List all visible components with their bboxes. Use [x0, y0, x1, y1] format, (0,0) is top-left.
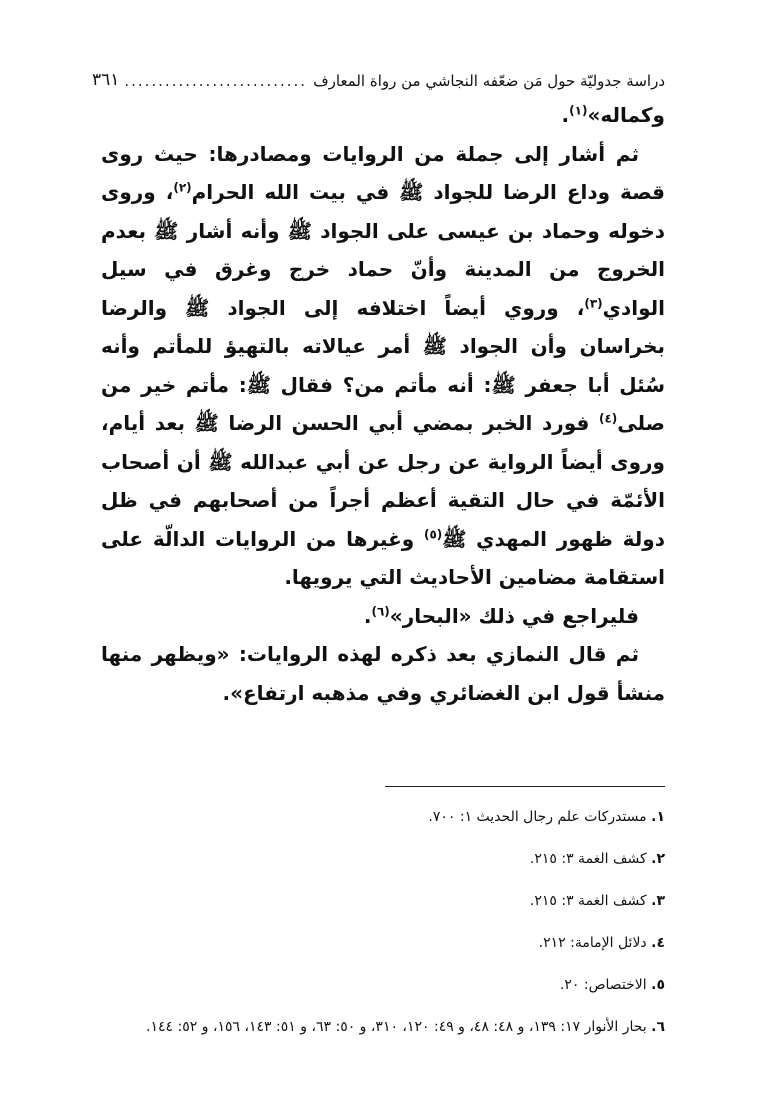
footnote-number: ٢. [651, 851, 665, 867]
footnote-ref-5: (٥) [423, 526, 443, 541]
footnote-number: ٤. [651, 935, 665, 951]
paragraph-narrations [101, 135, 665, 597]
footnote-number: ١. [651, 809, 665, 825]
footnote-ref-4: (٤) [598, 411, 618, 426]
paragraph-refer [101, 597, 665, 636]
paragraph-continuation [101, 96, 665, 135]
footnote-text: دلائل الإمامة: ٢١٢. [538, 935, 647, 951]
main-text [101, 96, 665, 712]
paragraph-text: وغيرها من الروايات الدالّة على استقامة مضامين الأحاديث التي يرويها. [101, 526, 665, 589]
footnotes [80, 806, 665, 1058]
page-number: ٣٦١ [92, 70, 120, 90]
paragraph-namazi: ثم قال النمازي بعد ذكره لهذه الروايات: «ويظهر منها منشأ قول ابن الغضائري وفي مذهبه ارتفاع». [101, 642, 665, 705]
footnote [80, 1016, 665, 1038]
footnote-text: الاختصاص: ٢٠. [559, 977, 647, 993]
footnote-ref-2: (٢) [173, 180, 192, 195]
footnote-ref-3: (٣) [584, 295, 603, 310]
paragraph-text: وكماله» [587, 103, 665, 127]
footnote-ref-1: (١) [569, 103, 588, 118]
header-leader-dots [125, 72, 307, 90]
paragraph-text: ، وروى دخوله وحماد بن عيسى على الجواد ﷺ وأنه أشار ﷺ بعدم الخروج من المدينة وأنّ حماد خرج وغرق في سيل الوادي [101, 180, 665, 320]
footnote-text: مستدركات علم رجال الحديث ١: ٧٠٠. [428, 809, 647, 825]
paragraph-text: . [561, 103, 570, 127]
paragraph-text: فورد الخبر بمضي أبي الحسن الرضا ﷺ بعد أيام، وروى أيضاً الرواية عن رجل عن أبي عبدالله ﷺ أن أصحاب الأئمّة في حال التقية أعظم أجراً من أصحابهم في ظل دولة ظهور المهدي ﷺ [101, 411, 665, 551]
footnote-text: بحار الأنوار ١٧: ١٣٩، و ٤٨: ٤٨، و ٤٩: ١٢٠، ٣١٠، و ٥٠: ٦٣، و ٥١: ١٤٣، ١٥٦، و ٥٢: ١٤٤. [146, 1019, 647, 1035]
footnote-text: كشف الغمة ٣: ٢١٥. [529, 893, 647, 909]
running-header [92, 64, 665, 90]
footnote [80, 806, 665, 828]
paragraph-text: فليراجع في ذلك «البحار» [389, 603, 639, 628]
footnote [80, 848, 665, 870]
footnote-text: كشف الغمة ٣: ٢١٥. [529, 851, 647, 867]
paragraph-text: ، وروي أيضاً اختلافه إلى الجواد ﷺ والرضا بخراسان وأن الجواد ﷺ أمر عيالاته بالتهيؤ للمأتم وأنه سُئل أبا جعفر ﷺ: أنه مأتم من؟ فقال ﷺ: مأتم خير من صلى [101, 295, 665, 435]
paragraph-text: ثم أشار إلى جملة من الروايات ومصادرها: حيث روى قصة وداع الرضا للجواد ﷺ في بيت الله الحرام [101, 141, 665, 204]
paragraph-text: . [363, 603, 372, 628]
footnote-separator [385, 786, 665, 787]
footnote-number: ٣. [651, 893, 665, 909]
footnote [80, 932, 665, 954]
footnote-number: ٥. [651, 977, 665, 993]
footnote [80, 890, 665, 912]
footnote [80, 974, 665, 996]
header-title: دراسة جدوليّة حول مَن ضعّفه النجاشي من رواة المعارف [313, 72, 665, 90]
footnote-number: ٦. [651, 1019, 665, 1035]
footnote-ref-6: (٦) [371, 603, 390, 618]
